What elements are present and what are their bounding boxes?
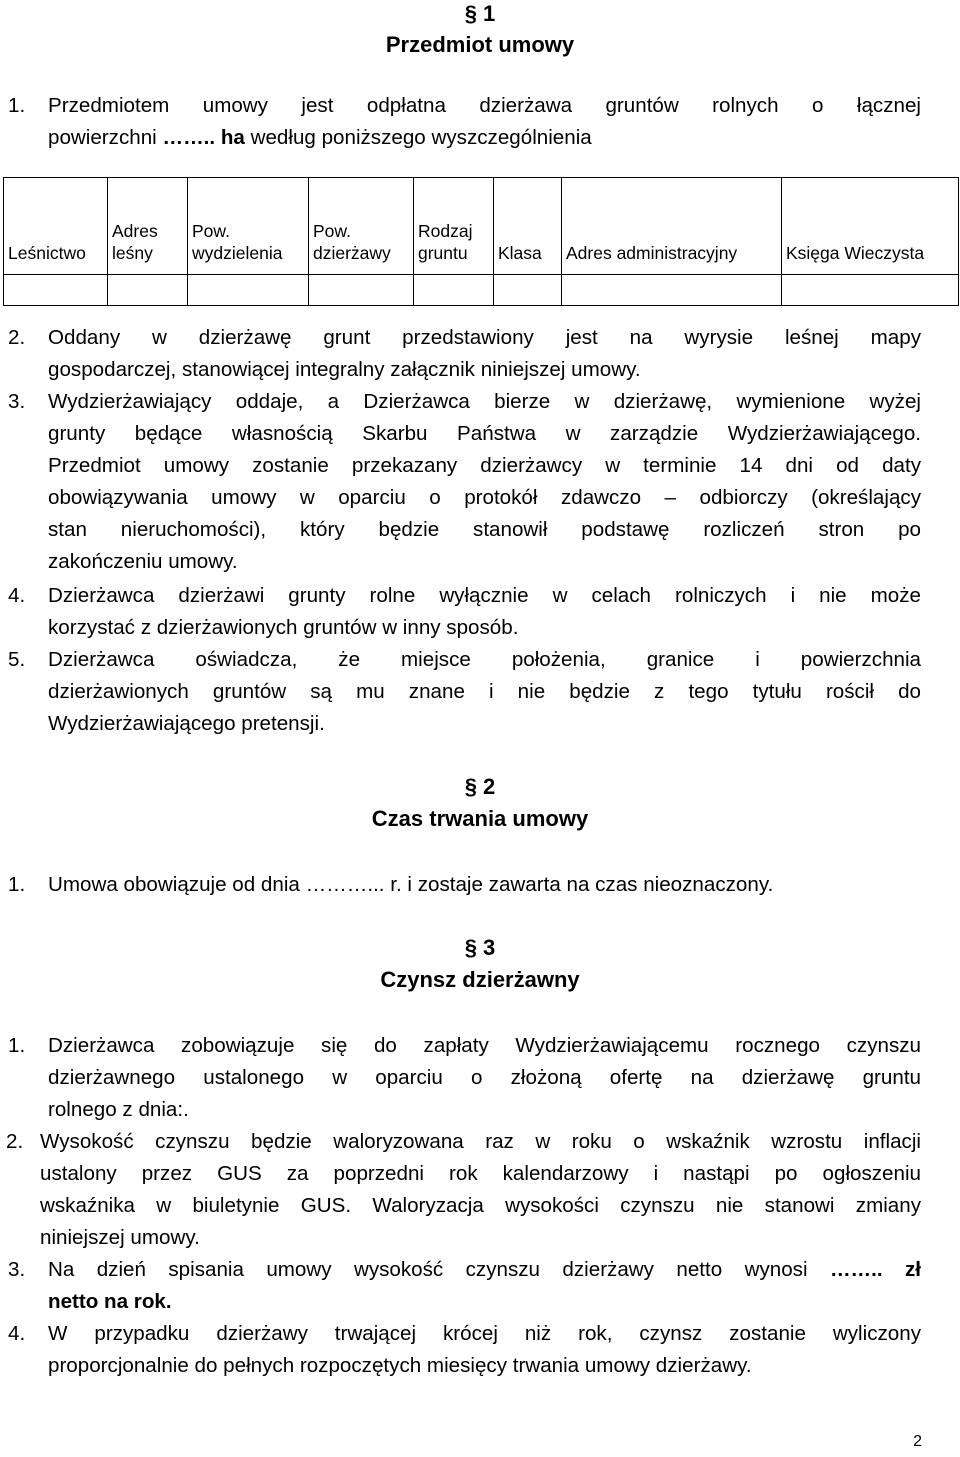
text-line: powierzchni …….. ha według poniższego wyszczególnienia [48, 126, 592, 149]
section-3-title: Czynsz dzierżawny [380, 967, 580, 992]
paragraph-number: 1. [8, 94, 26, 117]
text-line: netto na rok. [48, 1290, 172, 1313]
paragraph-number: 3. [8, 390, 26, 413]
table-cell [782, 275, 959, 306]
text-line: rolnego z dnia:. [48, 1098, 189, 1121]
section-1-number: § 1 [464, 1, 496, 26]
section-1-heading [0, 0, 960, 59]
table-cell [108, 275, 188, 306]
paragraph-number: 3. [8, 1258, 26, 1281]
paragraph-number: 2. [6, 1130, 24, 1153]
column-header: Adres administracyjny [562, 178, 782, 275]
text-line: Wydzierżawiający oddaje, a Dzierżawca bierze w dzierżawę, wymienione wyżej [48, 390, 921, 413]
table-row [4, 275, 959, 306]
text-line: gospodarczej, stanowiącej integralny załącznik niniejszej umowy. [48, 358, 641, 381]
table-cell [414, 275, 494, 306]
s1-paragraph-4 [8, 580, 921, 644]
text-line: obowiązywania umowy w oparciu o protokół zdawczo – odbiorczy (określający [48, 486, 921, 509]
paragraph-number: 1. [8, 873, 26, 896]
paragraph-number: 2. [8, 326, 26, 349]
s3-paragraph-4 [8, 1318, 921, 1382]
s1-paragraph-1 [8, 90, 921, 154]
text-line: Na dzień spisania umowy wysokość czynszu dzierżawy netto wynosi …….. zł [48, 1258, 921, 1281]
s1-paragraph-2 [8, 322, 921, 386]
paragraph-number: 4. [8, 1322, 26, 1345]
paragraph-number: 4. [8, 584, 26, 607]
paragraph-number: 1. [8, 1034, 26, 1057]
section-2-number: § 2 [464, 774, 496, 799]
column-header: Księga Wieczysta [782, 178, 959, 275]
table-cell [494, 275, 562, 306]
text-line: grunty będące własnością Skarbu Państwa w zarządzie Wydzierżawiającego. [48, 422, 921, 445]
text-line: dzierżawnego ustalonego w oparciu o złożoną ofertę na dzierżawę gruntu [48, 1066, 921, 1089]
text-line: Dzierżawca dzierżawi grunty rolne wyłącznie w celach rolniczych i nie może [48, 584, 921, 607]
text-line: Przedmiot umowy zostanie przekazany dzierżawcy w terminie 14 dni od daty [48, 454, 921, 477]
text-line: zakończeniu umowy. [48, 550, 238, 573]
text-line: niniejszej umowy. [40, 1226, 200, 1249]
text-line: Przedmiotem umowy jest odpłatna dzierżawa gruntów rolnych o łącznej [48, 94, 921, 117]
paragraph-number: 5. [8, 648, 26, 671]
section-1-title: Przedmiot umowy [385, 32, 575, 57]
text-line: Wydzierżawiającego pretensji. [48, 712, 325, 735]
text-line: Oddany w dzierżawę grunt przedstawiony jest na wyrysie leśnej mapy [48, 326, 921, 349]
column-header: Pow. dzierżawy [309, 178, 414, 275]
s1-paragraph-5 [8, 644, 921, 740]
column-header: Leśnictwo [4, 178, 108, 275]
section-3-heading [0, 934, 960, 994]
text-line: proporcjonalnie do pełnych rozpoczętych miesięcy trwania umowy dzierżawy. [48, 1354, 752, 1377]
page-number: 2 [913, 1433, 922, 1450]
text-line: Wysokość czynszu będzie waloryzowana raz w roku o wskaźnik wzrostu inflacji [40, 1130, 921, 1153]
text-line: ustalony przez GUS za poprzedni rok kalendarzowy i nastąpi po ogłoszeniu [40, 1162, 921, 1185]
text-line: dzierżawionych gruntów są mu znane i nie będzie z tego tytułu rościł do [48, 680, 921, 703]
text-line: korzystać z dzierżawionych gruntów w inny sposób. [48, 616, 519, 639]
text-line: Umowa obowiązuje od dnia ………... r. i zostaje zawarta na czas nieoznaczony. [48, 873, 774, 896]
text-line: W przypadku dzierżawy trwającej krócej niż rok, czynsz zostanie wyliczony [48, 1322, 921, 1345]
text-line: wskaźnika w biuletynie GUS. Waloryzacja wysokości czynszu nie stanowi zmiany [40, 1194, 921, 1217]
section-2-heading [0, 773, 960, 833]
table-cell [4, 275, 108, 306]
parcels-table [3, 177, 959, 306]
table-cell [309, 275, 414, 306]
table-header-row [4, 178, 959, 275]
section-2-title: Czas trwania umowy [371, 806, 589, 831]
column-header: Pow. wydzielenia [188, 178, 309, 275]
s2-paragraph-1 [8, 869, 921, 901]
column-header: Klasa [494, 178, 562, 275]
text-line: Dzierżawca zobowiązuje się do zapłaty Wydzierżawiającemu rocznego czynszu [48, 1034, 921, 1057]
column-header: Rodzaj gruntu [414, 178, 494, 275]
table-cell [562, 275, 782, 306]
text-line: Dzierżawca oświadcza, że miejsce położenia, granice i powierzchnia [48, 648, 921, 671]
section-3-number: § 3 [464, 935, 496, 960]
s3-paragraph-1 [8, 1030, 921, 1126]
column-header: Adres leśny [108, 178, 188, 275]
s3-paragraph-3 [8, 1254, 921, 1318]
s1-paragraph-3 [8, 386, 921, 578]
s3-paragraph-2 [6, 1126, 921, 1254]
table-cell [188, 275, 309, 306]
text-line: stan nieruchomości), który będzie stanowił podstawę rozliczeń stron po [48, 518, 921, 541]
